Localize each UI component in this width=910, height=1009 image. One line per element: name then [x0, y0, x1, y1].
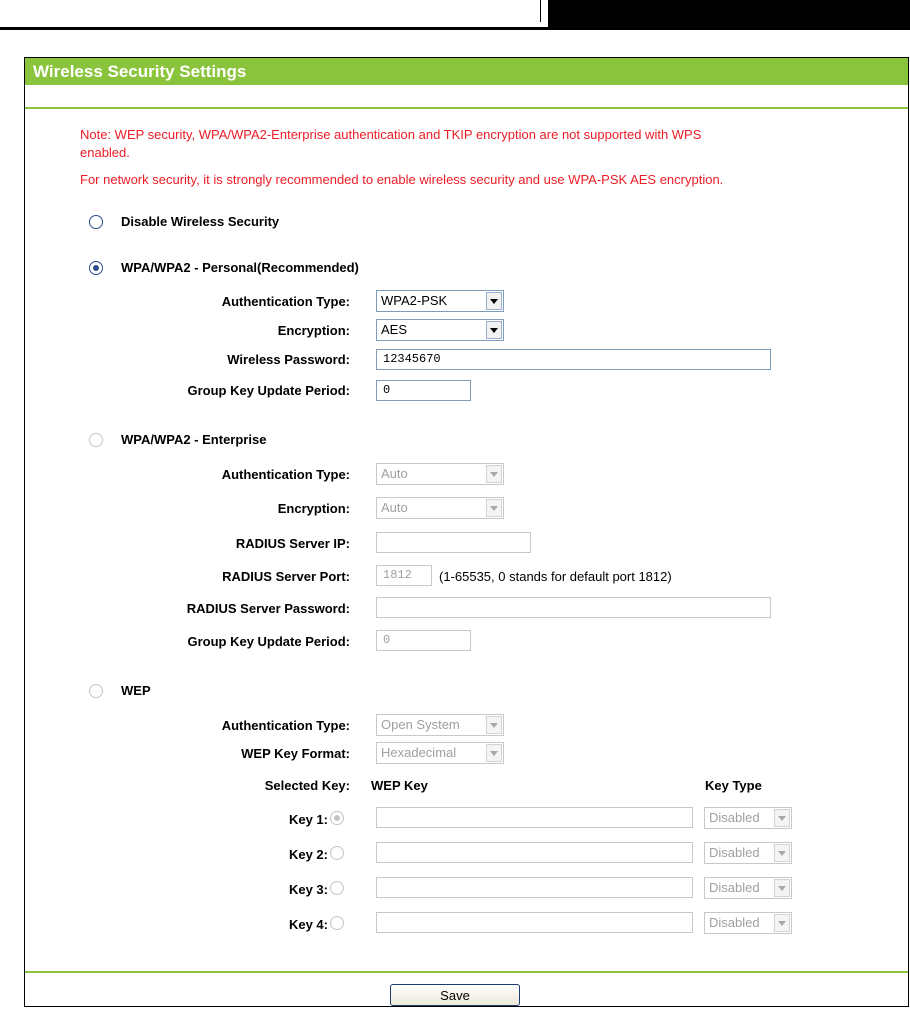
personal-encryption-select[interactable] — [376, 319, 504, 341]
chevron-down-icon — [486, 716, 502, 734]
radius-server-port-input[interactable]: 1812 — [376, 565, 432, 586]
page-title: Wireless Security Settings — [25, 58, 908, 85]
key1-radio[interactable] — [330, 811, 344, 825]
key2-label: Key 2: — [288, 847, 328, 862]
wep-label: WEP — [121, 683, 151, 698]
note-wps-line1: Note: WEP security, WPA/WPA2-Enterprise authentication and TKIP encryption are not supported with WPS — [80, 127, 702, 142]
wireless-security-panel — [24, 57, 909, 1007]
key3-input[interactable] — [376, 877, 693, 898]
wireless-password-input[interactable]: 12345670 — [376, 349, 771, 370]
chevron-down-icon — [486, 499, 502, 517]
radius-server-password-input[interactable] — [376, 597, 771, 618]
enterprise-auth-type-select[interactable] — [376, 463, 504, 485]
key-type-header: Key Type — [705, 778, 762, 793]
selected-key-header: Selected Key: — [264, 778, 350, 793]
key4-label: Key 4: — [288, 917, 328, 932]
disable-security-label: Disable Wireless Security — [121, 214, 280, 229]
wpa-personal-label: WPA/WPA2 - Personal(Recommended) — [121, 260, 359, 275]
enterprise-group-key-input[interactable]: 0 — [376, 630, 471, 651]
personal-auth-type-label: Authentication Type: — [221, 294, 350, 309]
wireless-password-label: Wireless Password: — [227, 352, 350, 367]
wep-key-format-select[interactable] — [376, 742, 504, 764]
header-divider-line — [0, 27, 548, 30]
key1-type-select[interactable] — [704, 807, 792, 829]
wep-radio[interactable] — [89, 684, 103, 698]
personal-auth-type-value: WPA2-PSK — [381, 293, 448, 308]
key3-label: Key 3: — [288, 882, 328, 897]
wep-auth-type-label: Authentication Type: — [221, 718, 350, 733]
note-wps-line2: enabled. — [80, 145, 130, 160]
personal-auth-type-select[interactable] — [376, 290, 504, 312]
chevron-down-icon — [486, 321, 502, 339]
key1-input[interactable] — [376, 807, 693, 828]
enterprise-group-key-label: Group Key Update Period: — [187, 634, 350, 649]
disable-security-radio[interactable] — [89, 215, 103, 229]
wep-key-format-value: Hexadecimal — [381, 745, 457, 760]
key3-type-value: Disabled — [709, 880, 760, 895]
header-separator — [540, 0, 541, 22]
radius-port-hint: (1-65535, 0 stands for default port 1812) — [439, 569, 672, 584]
key2-radio[interactable] — [330, 846, 344, 860]
chevron-down-icon — [486, 292, 502, 310]
personal-encryption-value: AES — [381, 322, 408, 337]
note-security-recommendation: For network security, it is strongly recommended to enable wireless security and use WPA-PSK AES encryption. — [80, 172, 724, 187]
key2-input[interactable] — [376, 842, 693, 863]
chevron-down-icon — [774, 844, 790, 862]
enterprise-auth-type-value: Auto — [381, 466, 408, 481]
key1-label: Key 1: — [288, 812, 328, 827]
key2-type-value: Disabled — [709, 845, 760, 860]
enterprise-auth-type-label: Authentication Type: — [221, 467, 350, 482]
header-black-block — [548, 0, 910, 30]
wep-key-header: WEP Key — [371, 778, 428, 793]
key3-radio[interactable] — [330, 881, 344, 895]
title-underline — [25, 107, 908, 109]
wpa-personal-radio[interactable] — [89, 261, 103, 275]
key4-type-value: Disabled — [709, 915, 760, 930]
key4-radio[interactable] — [330, 916, 344, 930]
radius-server-password-label: RADIUS Server Password: — [186, 601, 350, 616]
key3-type-select[interactable] — [704, 877, 792, 899]
key1-type-value: Disabled — [709, 810, 760, 825]
wpa-enterprise-radio[interactable] — [89, 433, 103, 447]
chevron-down-icon — [774, 809, 790, 827]
wep-auth-type-select[interactable] — [376, 714, 504, 736]
radius-server-port-label: RADIUS Server Port: — [222, 569, 350, 584]
radius-server-ip-label: RADIUS Server IP: — [235, 536, 350, 551]
wpa-enterprise-label: WPA/WPA2 - Enterprise — [121, 432, 267, 447]
enterprise-encryption-value: Auto — [381, 500, 408, 515]
chevron-down-icon — [486, 744, 502, 762]
key2-type-select[interactable] — [704, 842, 792, 864]
personal-group-key-input[interactable]: 0 — [376, 380, 471, 401]
chevron-down-icon — [486, 465, 502, 483]
enterprise-encryption-select[interactable] — [376, 497, 504, 519]
wep-auth-type-value: Open System — [381, 717, 460, 732]
personal-encryption-label: Encryption: — [277, 323, 350, 338]
personal-group-key-label: Group Key Update Period: — [187, 383, 350, 398]
save-button[interactable]: Save — [390, 984, 520, 1006]
key4-type-select[interactable] — [704, 912, 792, 934]
footer-divider — [25, 971, 908, 973]
enterprise-encryption-label: Encryption: — [277, 501, 350, 516]
wep-key-format-label: WEP Key Format: — [241, 746, 350, 761]
chevron-down-icon — [774, 879, 790, 897]
chevron-down-icon — [774, 914, 790, 932]
key4-input[interactable] — [376, 912, 693, 933]
radius-server-ip-input[interactable] — [376, 532, 531, 553]
